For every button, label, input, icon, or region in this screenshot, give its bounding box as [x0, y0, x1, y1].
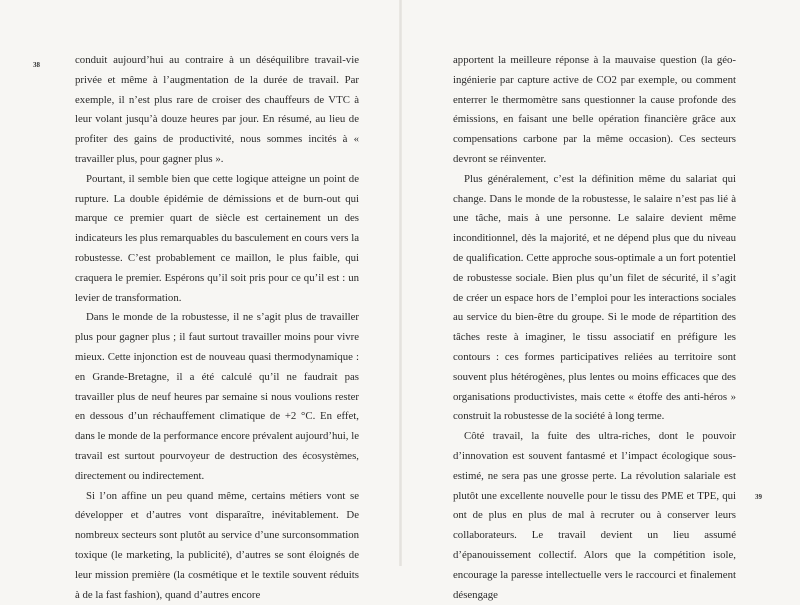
page-number-right: 39: [755, 493, 762, 501]
book-gutter: [399, 0, 402, 566]
paragraph: conduit aujourd’hui au contraire à un déséquilibre travail-vie privée et même à l’augmentation de la durée de travail. Par exemple, il n’est plus rare de croiser des chauffeurs de VTC à leur volant jusqu’à douze heures par jour. En résumé, au lieu de profiter des gains de productivité, nous sommes incités à « travailler plus, pour gagner plus ».: [75, 54, 359, 165]
paragraph: Pourtant, il semble bien que cette logique atteigne un point de rupture. La double épidémie de démissions et de burn-out qui marque ce premier quart de siècle est certainement un des indicateurs les plus remarquables du basculement en cours vers la robustesse. C’est probablement ce maillon, le plus faible, qui craquera le premier. Espérons qu’il soit pris pour ce qu’il est : un levier de transformation.: [75, 172, 359, 304]
right-page-text: [453, 51, 736, 605]
paragraph: Plus généralement, c’est la définition même du salariat qui change. Dans le monde de la robustesse, le salaire n’est pas lié à une tâche, mais à une personne. Le salaire devient même inconditionnel, dès la majorité, et ne dépend plus que du niveau de qualification. Cette approche sous-optimale a un fort potentiel de robustesse sociale. Bien plus qu’un filet de sécurité, il s’agit de créer un espace hors de l’emploi pour les interactions sociales au service du bien-être du groupe. Si le mode de répartition des tâches reste à imaginer, le tissu associatif en préfigure les contours : ces formes participatives reliées au territoire sont souvent plus hétérogènes, plus lentes ou moins efficaces que des organisations productivistes, mais cette « étoffe des anti-héros » construit la robustesse de la société à long terme.: [453, 172, 736, 423]
paragraph: Si l’on affine un peu quand même, certains métiers vont se développer et d’autres vont disparaître, inévitablement. De nombreux secteurs sont plutôt au service d’une surconsommation toxique (le marketing, la publicité), d’autres se sont éloignés de leur mission première (la cosmétique et le textile souvent réduits à de la fast fashion), quand d’autres encore: [75, 489, 359, 601]
paragraph: Dans le monde de la robustesse, il ne s’agit plus de travailler plus pour gagner plus ; il faut surtout travailler moins pour vivre mieux. Cette injonction est de nouveau quasi thermodynamique : en Grande-Bretagne, il a été calculé qu’il ne faudrait pas travailler plus de neuf heures par semaine si nous voulions rester en dessous d’un réchauffement climatique de +2 °C. En effet, dans le monde de la performance encore prévalent aujourd’hui, le travail est surtout pourvoyeur de destruction des écosystèmes, directement ou indirectement.: [75, 311, 359, 482]
page-number-left: 38: [33, 61, 40, 69]
left-page-text: [75, 51, 359, 605]
paragraph: Côté travail, la fuite des ultra-riches, dont le pouvoir d’innovation est souvent fantasmé et l’impact écologique sous-estimé, ne sera pas une grosse perte. La révolution salariale est plutôt une excellente nouvelle pour le tissu des PME et TPE, qui ont de plus en plus de mal à recruter ou à conserver leurs collaborateurs. Le travail devient un lieu assumé d’épanouissement collectif. Alors que la compétition isole, encourage la paresse intellectuelle vers le raccourci et finalement désengage: [453, 430, 736, 601]
paragraph: apportent la meilleure réponse à la mauvaise question (la géo-ingénierie par capture active de CO2 par exemple, ou comment enterrer le thermomètre sans questionner la cause profonde des émissions, en faisant une belle opération financière grâce aux compensations carbone par la même occasion). Ces secteurs devront se réinventer.: [453, 54, 736, 165]
